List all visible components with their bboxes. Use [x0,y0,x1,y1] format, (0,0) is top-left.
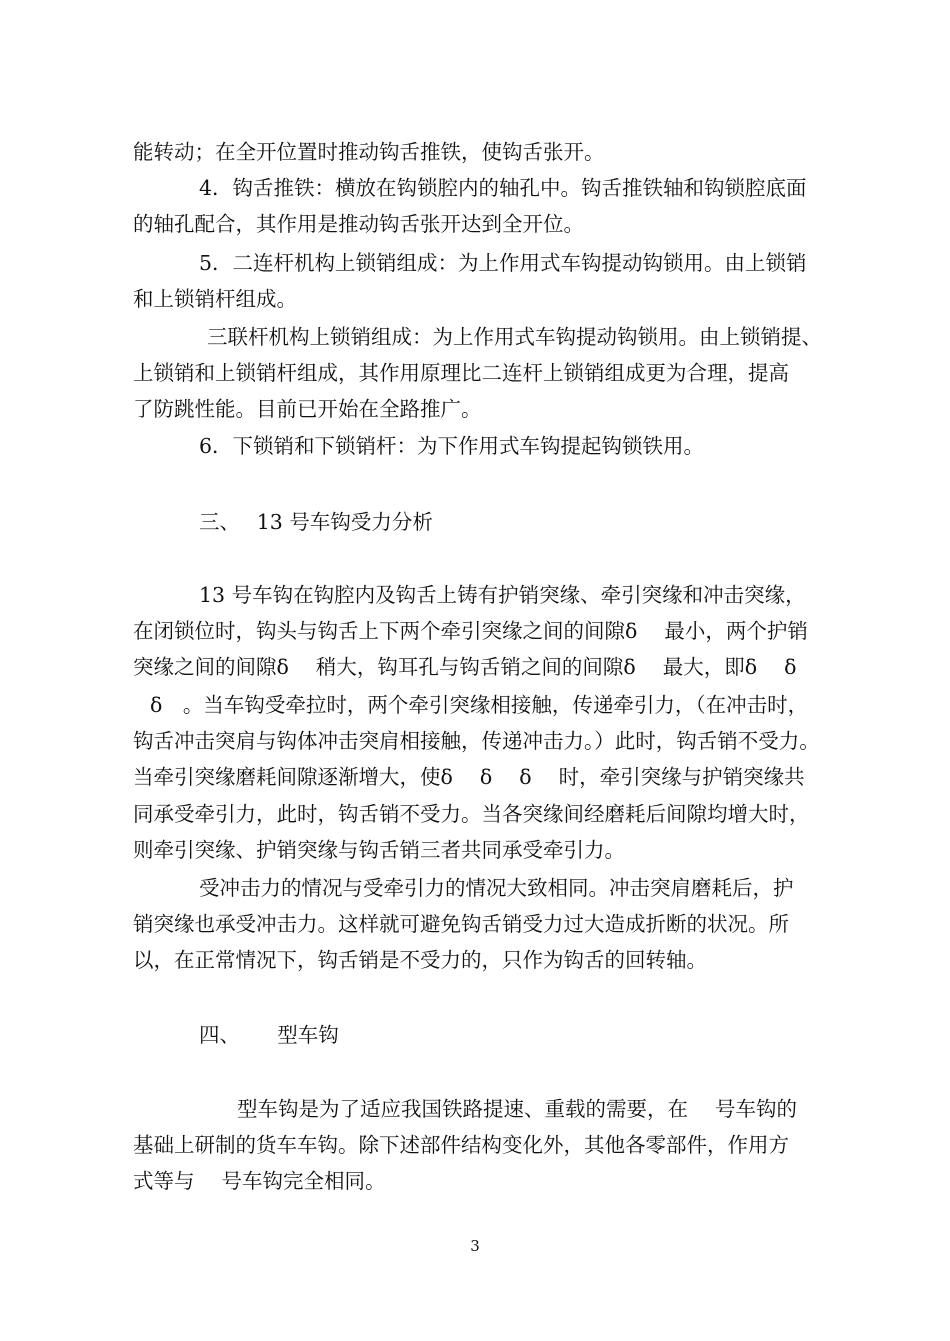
paragraph-line: 了防跳性能。目前已开始在全路推广。 [133,397,482,421]
paragraph-line: 4．钩舌推铁：横放在钩锁腔内的轴孔中。钩舌推铁轴和钩锁腔底面 [199,176,807,200]
paragraph-line: 能转动；在全开位置时推动钩舌推铁，使钩舌张开。 [133,140,605,164]
paragraph-line: 钩舌冲击突肩与钩体冲击突肩相接触，传递冲击力。）此时，钩舌销不受力。 [133,729,820,753]
section-heading: 三、 13 号车钩受力分析 [199,510,433,534]
section-heading: 四、 型车钩 [199,1023,339,1047]
paragraph-line: 则牵引突缘、护销突缘与钩舌销三者共同承受牵引力。 [133,838,625,862]
paragraph-line: 三联杆机构上锁销组成：为上作用式车钩提动钩锁用。由上锁销提、 [207,325,822,349]
paragraph-line: 销突缘也承受冲击力。这样就可避免钩舌销受力过大造成折断的状况。所 [133,912,789,936]
paragraph-line: 型车钩是为了适应我国铁路提速、重载的需要，在 号车钩的 [237,1097,798,1121]
paragraph-line: 以，在正常情况下，钩舌销是不受力的，只作为钩舌的回转轴。 [133,948,707,972]
paragraph-line: 的轴孔配合，其作用是推动钩舌张开达到全开位。 [133,212,584,236]
paragraph-line: 和上锁销杆组成。 [133,287,297,311]
paragraph-line: 在闭锁位时，钩头与钩舌上下两个牵引突缘之间的间隙δ 最小，两个护销 [133,619,808,643]
paragraph-line: 突缘之间的间隙δ 稍大，钩耳孔与钩舌销之间的间隙δ 最大，即δ δ [133,655,797,679]
paragraph-line: 式等与 号车钩完全相同。 [133,1169,386,1193]
paragraph-line: 13 号车钩在钩腔内及钩舌上铸有护销突缘、牵引突缘和冲击突缘， [199,583,806,607]
paragraph-line: 5．二连杆机构上锁销组成：为上作用式车钩提动钩锁用。由上锁销 [199,251,807,275]
paragraph-line: δ 。当车钩受牵拉时，两个牵引突缘相接触，传递牵引力，（在冲击时， [150,693,809,717]
paragraph-line: 受冲击力的情况与受牵引力的情况大致相同。冲击突肩磨耗后，护 [199,876,794,900]
paragraph-line: 同承受牵引力，此时，钩舌销不受力。当各突缘间经磨耗后间隙均增大时， [133,802,810,826]
paragraph-line: 基础上研制的货车车钩。除下述部件结构变化外，其他各零部件，作用方 [133,1133,789,1157]
page-number: 3 [470,1237,480,1255]
paragraph-line: 上锁销和上锁销杆组成，其作用原理比二连杆上锁销组成更为合理，提高 [133,361,789,385]
paragraph-line: 当牵引突缘磨耗间隙逐渐增大，使δ δ δ 时，牵引突缘与护销突缘共 [133,765,805,789]
paragraph-line: 6．下锁销和下锁销杆：为下作用式车钩提起钩锁铁用。 [199,434,705,458]
